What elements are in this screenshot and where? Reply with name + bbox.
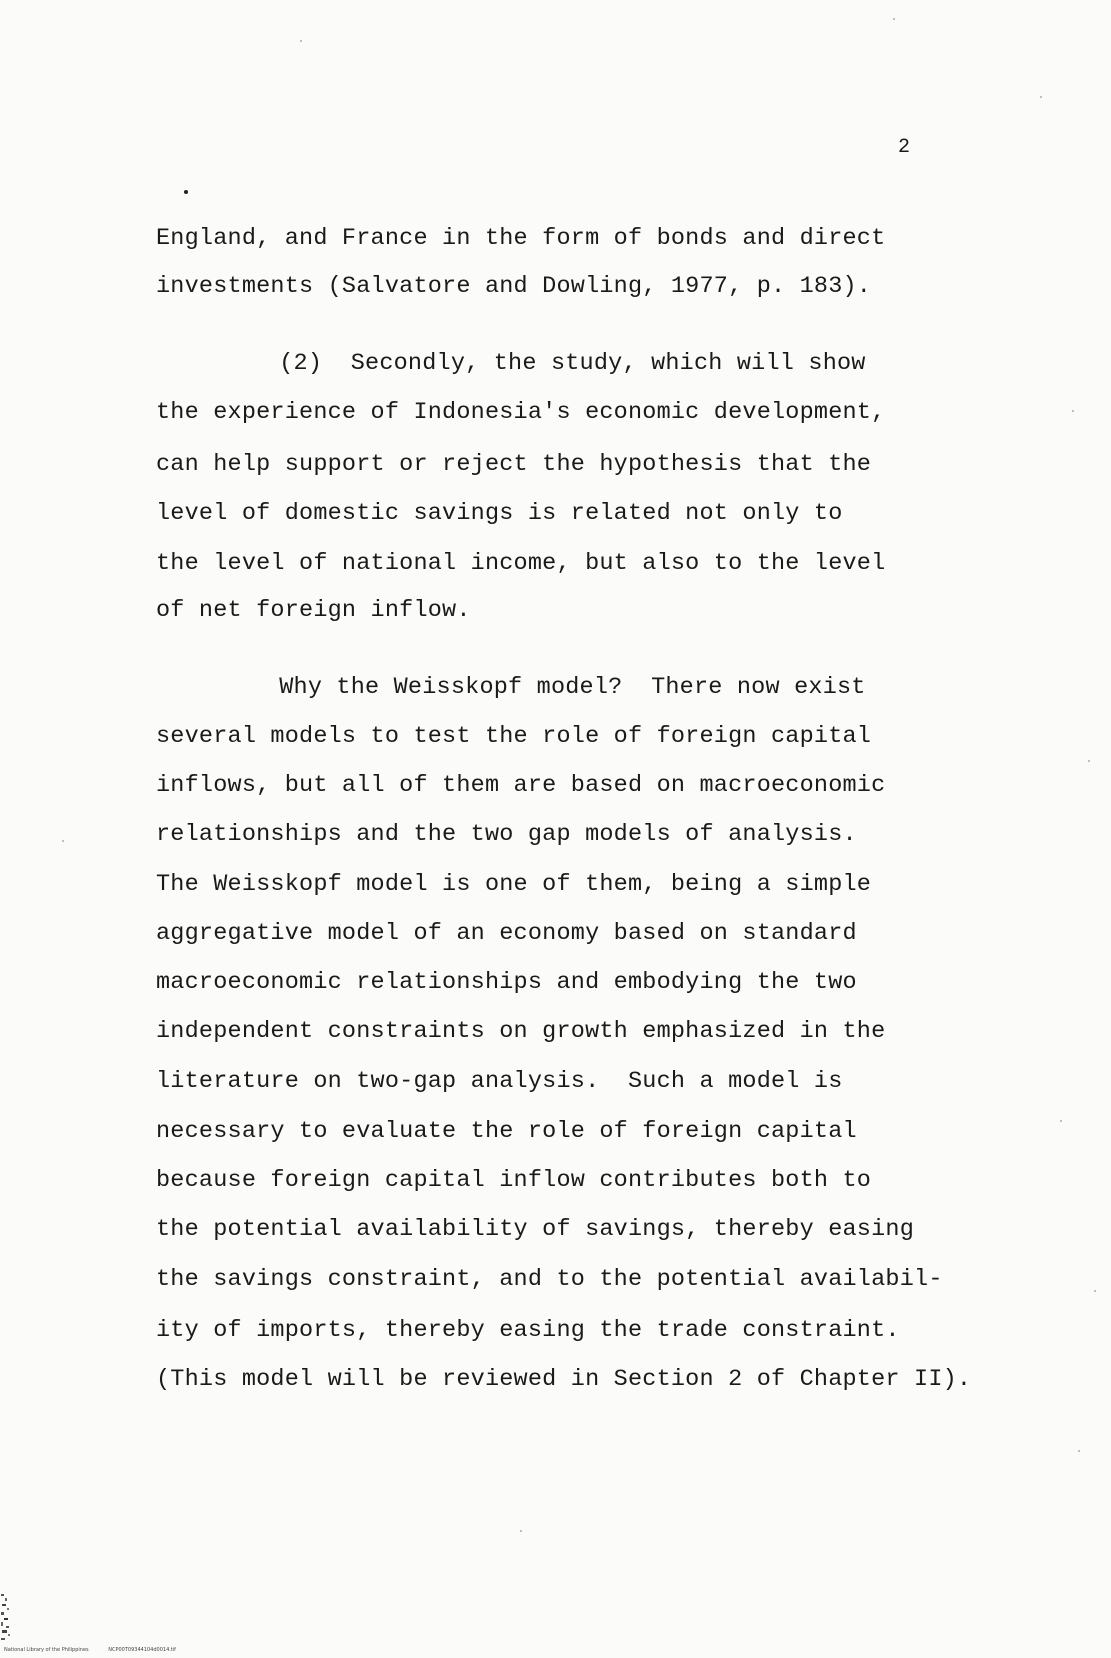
text-line: England, and France in the form of bonds and direct <box>156 225 886 252</box>
ink-dot <box>184 190 188 194</box>
scan-speck <box>62 840 64 842</box>
scan-speck <box>1040 96 1042 98</box>
scan-speck <box>1078 1450 1080 1452</box>
text-line: because foreign capital inflow contributes both to <box>156 1167 872 1194</box>
text-line: (2) Secondly, the study, which will show <box>222 350 866 377</box>
text-line: necessary to evaluate the role of foreign capital <box>156 1118 857 1145</box>
footer-library: National Library of the Philippines <box>4 1647 89 1653</box>
scan-speck <box>300 40 302 42</box>
page-number: 2 <box>898 136 911 159</box>
text-line: level of domestic savings is related not only to <box>156 500 843 527</box>
text-line: the potential availability of savings, thereby easing <box>156 1216 915 1243</box>
scan-speck <box>1072 410 1074 412</box>
text-line: inflows, but all of them are based on macroeconomic <box>156 772 886 799</box>
text-line: independent constraints on growth emphasized in the <box>156 1018 886 1045</box>
text-line: The Weisskopf model is one of them, being a simple <box>156 871 872 898</box>
scan-speck <box>893 18 895 20</box>
text-line: the level of national income, but also to the level <box>156 550 886 577</box>
text-line: the experience of Indonesia's economic development, <box>156 399 886 426</box>
text-line: macroeconomic relationships and embodying the two <box>156 969 857 996</box>
text-line: ity of imports, thereby easing the trade constraint. <box>156 1317 900 1344</box>
text-line: investments (Salvatore and Dowling, 1977, p. 183). <box>156 273 872 300</box>
text-line: relationships and the two gap models of analysis. <box>156 821 857 848</box>
text-line: aggregative model of an economy based on standard <box>156 920 857 947</box>
scan-speck <box>520 1530 522 1532</box>
scan-speck <box>1094 1290 1096 1292</box>
text-line: can help support or reject the hypothesis that the <box>156 451 872 478</box>
text-line: several models to test the role of foreign capital <box>156 723 872 750</box>
text-line: literature on two-gap analysis. Such a model is <box>156 1068 843 1095</box>
scan-speck <box>1088 760 1090 762</box>
text-line: the savings constraint, and to the potential availabil- <box>156 1266 943 1293</box>
text-line: of net foreign inflow. <box>156 597 471 624</box>
scan-edge-mark <box>0 1588 18 1648</box>
scan-speck <box>1060 1120 1062 1122</box>
text-line: Why the Weisskopf model? There now exist <box>222 674 866 701</box>
footer-file-id: NCP00T09344104d0014.tif <box>108 1647 176 1653</box>
scan-footer <box>4 1646 176 1654</box>
text-line: (This model will be reviewed in Section 2 of Chapter II). <box>156 1366 972 1393</box>
